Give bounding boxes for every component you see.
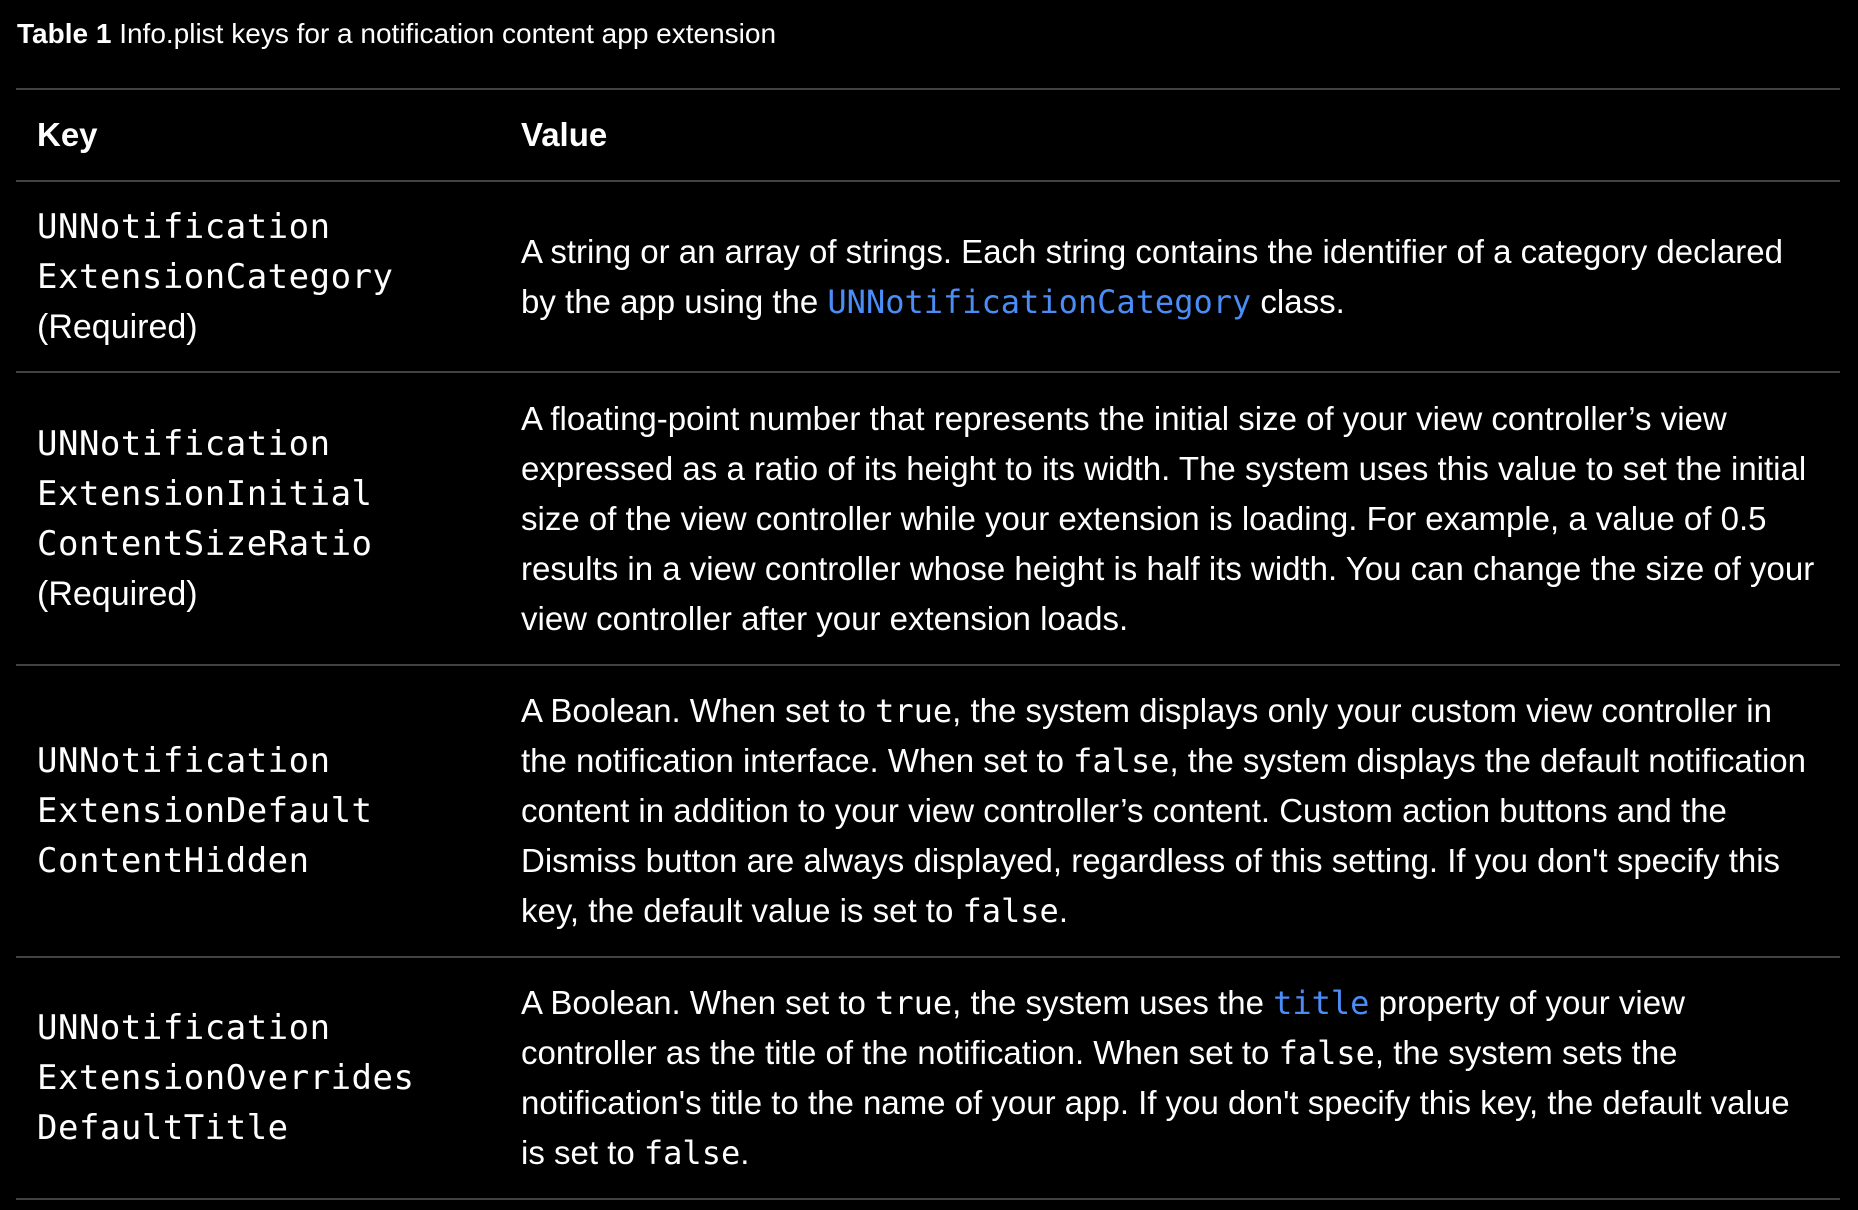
key-cell: [37, 736, 373, 886]
value-text: .: [1058, 892, 1068, 929]
value-cell: [521, 394, 1821, 644]
title-property-link[interactable]: title: [1273, 984, 1370, 1022]
inline-code: true: [875, 692, 953, 730]
key-cell: [37, 1003, 414, 1153]
inline-code: true: [875, 984, 953, 1022]
value-text: A Boolean. When set to: [521, 984, 876, 1021]
value-text: class.: [1251, 283, 1345, 320]
inline-code: false: [643, 1134, 741, 1172]
key-name-line: UNNotification: [37, 1008, 331, 1048]
key-cell: [37, 419, 373, 619]
row-rule: [16, 956, 1840, 958]
caption-label: Table 1: [17, 18, 112, 49]
key-name-line: DefaultTitle: [37, 1108, 289, 1148]
value-text: , the system displays only your custom view controller in the notification interface. When set to: [521, 692, 1772, 779]
value-cell: [521, 686, 1821, 936]
key-name-line: UNNotification: [37, 741, 331, 781]
value-text: property of your view controller as the title of the notification. When set to: [521, 984, 1685, 1071]
value-cell: [521, 227, 1821, 327]
required-label: (Required): [37, 575, 198, 613]
inline-code: false: [1278, 1034, 1375, 1072]
value-cell: [521, 978, 1821, 1178]
key-name-line: ExtensionDefault: [37, 791, 373, 831]
key-name-line: ContentSizeRatio: [37, 524, 373, 564]
caption-text: Info.plist keys for a notification content app extension: [119, 18, 777, 49]
value-text: A string or an array of strings. Each string contains the identifier of a category declared by the app using the: [521, 233, 1783, 320]
key-cell: [37, 202, 394, 352]
value-text: , the system uses the: [952, 984, 1274, 1021]
key-name-line: UNNotification: [37, 207, 331, 247]
table-caption: [17, 14, 776, 54]
header-value: Value: [521, 116, 608, 153]
key-name-line: UNNotification: [37, 424, 331, 464]
table-top-rule: [16, 88, 1840, 90]
inline-code: false: [1073, 742, 1170, 780]
required-label: (Required): [37, 308, 198, 346]
key-name-line: ExtensionInitial: [37, 474, 373, 514]
value-text: A Boolean. When set to: [521, 692, 876, 729]
table-bottom-rule: [16, 1198, 1840, 1200]
row-rule: [16, 664, 1840, 666]
inline-code: false: [962, 892, 1059, 930]
key-name-line: ContentHidden: [37, 841, 310, 881]
unnotificationcategory-link[interactable]: UNNotificationCategory: [827, 283, 1252, 321]
value-text: .: [740, 1134, 750, 1171]
key-name-line: ExtensionOverrides: [37, 1058, 415, 1098]
key-name-line: ExtensionCategory: [37, 257, 394, 297]
value-text: , the system sets the notification's title to the name of your app. If you don't specify this key, the default value is set to: [521, 1034, 1790, 1171]
value-text: , the system displays the default notification content in addition to your view controller’s content. Custom action buttons and the Dismiss button are always displayed, regardless of this setting. If you don't specify this key, the default value is set to: [521, 742, 1806, 929]
value-text: A floating-point number that represents the initial size of your view controller’s view expressed as a ratio of its height to its width. The system uses this value to set the initial size of the view controller while your extension is loading. For example, a value of 0.5 results in a view controller whose height is half its width. You can change the size of your view controller after your extension loads.: [521, 400, 1815, 637]
header-rule: [16, 180, 1840, 182]
header-key: Key: [37, 116, 98, 153]
row-rule: [16, 371, 1840, 373]
